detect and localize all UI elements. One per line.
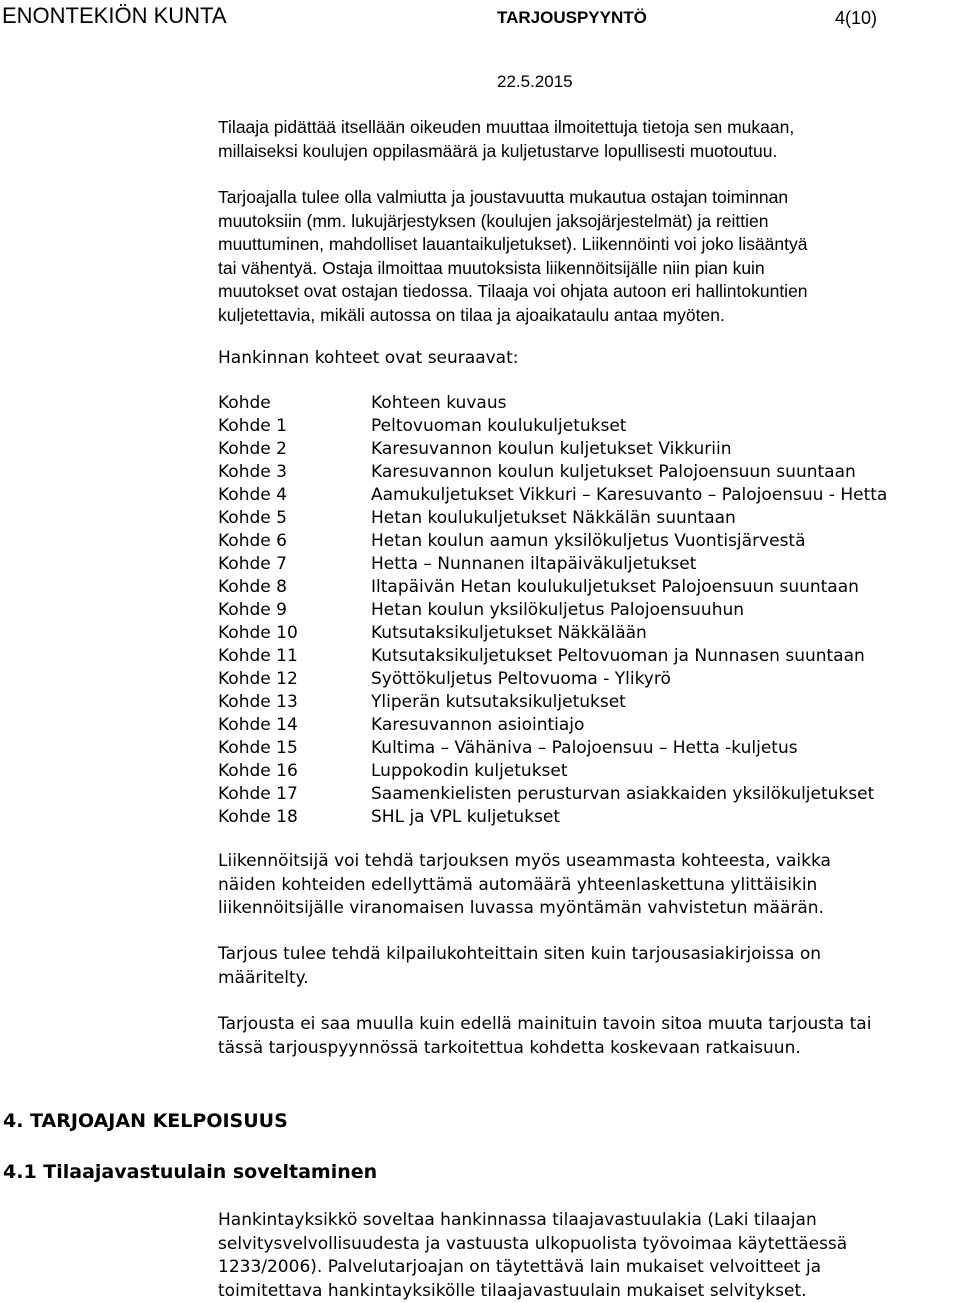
target-description: Saamenkielisten perusturvan asiakkaiden yksilökuljetukset <box>371 783 874 806</box>
column-header-description: Kohteen kuvaus <box>371 392 506 415</box>
text-line: Hankinnan kohteet ovat seuraavat: <box>218 347 958 371</box>
targets-intro <box>218 347 958 371</box>
target-id: Kohde 4 <box>218 484 287 507</box>
text-line: tässä tarjouspyynnössä tarkoitettua kohdetta koskevaan ratkaisuun. <box>218 1037 958 1061</box>
target-description: Luppokodin kuljetukset <box>371 760 568 783</box>
target-description: Aamukuljetukset Vikkuri – Karesuvanto – Palojoensuu - Hetta <box>371 484 887 507</box>
target-description: Syöttökuljetus Peltovuoma - Ylikyrö <box>371 668 671 691</box>
text-line: määritelty. <box>218 967 958 991</box>
target-id: Kohde 16 <box>218 760 298 783</box>
target-id: Kohde 11 <box>218 645 298 668</box>
target-id: Kohde 18 <box>218 806 298 829</box>
target-id: Kohde 15 <box>218 737 298 760</box>
text-line: Liikennöitsijä voi tehdä tarjouksen myös useammasta kohteesta, vaikka <box>218 850 958 874</box>
text-line: toimitettava hankintayksikölle tilaajavastuulain mukaiset selvitykset. <box>218 1280 958 1303</box>
section-4-1-body <box>218 1209 958 1303</box>
document-type: TARJOUSPYYNTÖ <box>497 8 647 28</box>
section-4-1-heading: 4.1 Tilaajavastuulain soveltaminen <box>3 1161 377 1183</box>
text-line: liikennöitsijälle viranomaisen luvassa myöntämän vahvistetun määrän. <box>218 897 958 921</box>
page-number: 4(10) <box>835 8 877 29</box>
target-id: Kohde 13 <box>218 691 298 714</box>
target-description: Karesuvannon koulun kuljetukset Palojoensuun suuntaan <box>371 461 856 484</box>
text-line: muuttuminen, mahdolliset lauantaikuljetukset). Liikennöinti voi joko lisääntyä <box>218 233 958 257</box>
text-line: muutoksiin (mm. lukujärjestyksen (koulujen jaksojärjestelmät) ja reittien <box>218 210 958 234</box>
target-description: Hetan koulun aamun yksilökuljetus Vuontisjärvestä <box>371 530 806 553</box>
target-description: SHL ja VPL kuljetukset <box>371 806 560 829</box>
organization-name: ENONTEKIÖN KUNTA <box>2 3 227 29</box>
text-line: Tarjousta ei saa muulla kuin edellä mainituin tavoin sitoa muuta tarjousta tai <box>218 1013 958 1037</box>
target-id: Kohde 12 <box>218 668 298 691</box>
text-line: muutokset ovat ostajan tiedossa. Tilaaja voi ohjata autoon eri hallintokuntien <box>218 280 958 304</box>
target-id: Kohde 10 <box>218 622 298 645</box>
target-id: Kohde 3 <box>218 461 287 484</box>
target-description: Iltapäivän Hetan koulukuljetukset Palojoensuun suuntaan <box>371 576 859 599</box>
target-id: Kohde 1 <box>218 415 287 438</box>
bid-binding-paragraph <box>218 1013 958 1060</box>
text-line: Tarjous tulee tehdä kilpailukohteittain siten kuin tarjousasiakirjoissa on <box>218 943 958 967</box>
text-line: Hankintayksikkö soveltaa hankinnassa tilaajavastuulakia (Laki tilaajan <box>218 1209 958 1233</box>
target-id: Kohde 6 <box>218 530 287 553</box>
target-description: Karesuvannon koulun kuljetukset Vikkuriin <box>371 438 731 461</box>
column-header-target: Kohde <box>218 392 271 415</box>
bidding-per-target-paragraph <box>218 943 958 990</box>
text-line: näiden kohteiden edellyttämä automäärä yhteenlaskettuna ylittäisikin <box>218 874 958 898</box>
target-description: Hetan koulun yksilökuljetus Palojoensuuhun <box>371 599 744 622</box>
target-description: Peltovuoman koulukuljetukset <box>371 415 626 438</box>
multiple-targets-paragraph <box>218 850 958 921</box>
target-description: Hetta – Nunnanen iltapäiväkuljetukset <box>371 553 696 576</box>
target-id: Kohde 8 <box>218 576 287 599</box>
text-line: 1233/2006). Palvelutarjoajan on täytettävä lain mukaiset velvoitteet ja <box>218 1256 958 1280</box>
text-line: millaiseksi koulujen oppilasmäärä ja kuljetustarve lopullisesti muotoutuu. <box>218 140 958 164</box>
intro-paragraph-2 <box>218 186 958 327</box>
target-description: Kutsutaksikuljetukset Näkkälään <box>371 622 647 645</box>
target-description: Kultima – Vähäniva – Palojoensuu – Hetta -kuljetus <box>371 737 798 760</box>
target-description: Karesuvannon asiointiajo <box>371 714 584 737</box>
target-description: Yliperän kutsutaksikuljetukset <box>371 691 626 714</box>
target-id: Kohde 17 <box>218 783 298 806</box>
text-line: kuljetettavia, mikäli autossa on tilaa ja ajoaikataulu antaa myöten. <box>218 304 958 328</box>
target-description: Hetan koulukuljetukset Näkkälän suuntaan <box>371 507 736 530</box>
target-id: Kohde 14 <box>218 714 298 737</box>
intro-paragraph-1 <box>218 116 958 163</box>
section-4-heading: 4. TARJOAJAN KELPOISUUS <box>3 1110 288 1132</box>
target-id: Kohde 2 <box>218 438 287 461</box>
target-description: Kutsutaksikuljetukset Peltovuoman ja Nunnasen suuntaan <box>371 645 865 668</box>
target-id: Kohde 7 <box>218 553 287 576</box>
text-line: Tilaaja pidättää itsellään oikeuden muuttaa ilmoitettuja tietoja sen mukaan, <box>218 116 958 140</box>
text-line: selvitysvelvollisuudesta ja vastuusta ulkopuolista työvoimaa käytettäessä <box>218 1233 958 1257</box>
document-date: 22.5.2015 <box>497 72 573 92</box>
target-id: Kohde 5 <box>218 507 287 530</box>
text-line: Tarjoajalla tulee olla valmiutta ja joustavuutta mukautua ostajan toiminnan <box>218 186 958 210</box>
target-id: Kohde 9 <box>218 599 287 622</box>
text-line: tai vähentyä. Ostaja ilmoittaa muutoksista liikennöitsijälle niin pian kuin <box>218 257 958 281</box>
